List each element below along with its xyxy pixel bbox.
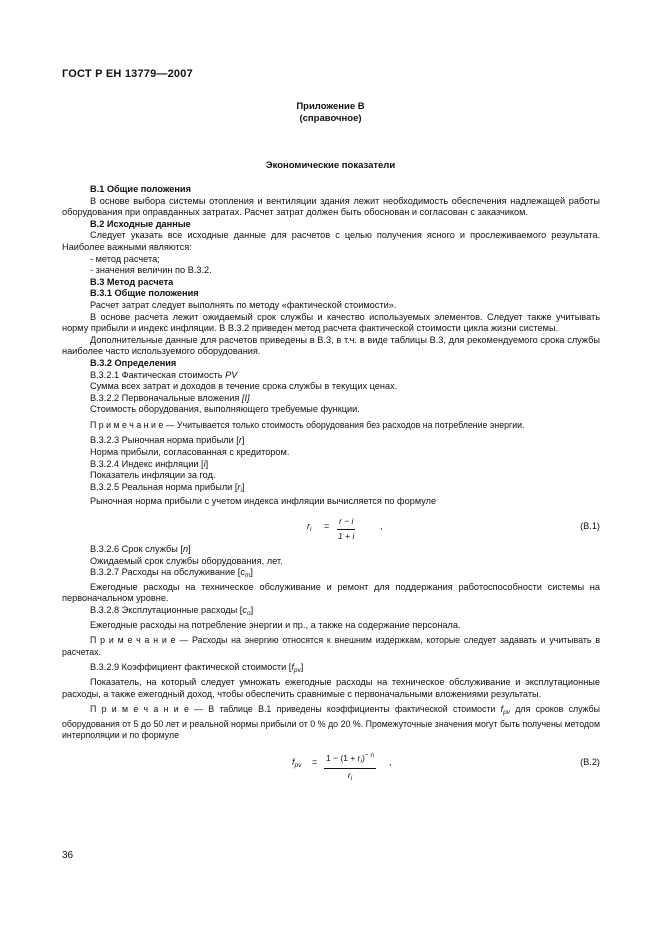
paragraph: Показатель инфляции за год. — [90, 470, 216, 481]
heading-b32: В.3.2 Определения — [90, 357, 177, 368]
definition-label: В.3.2.1 Фактическая стоимость PV — [90, 369, 238, 380]
appendix-title: Приложение В — [296, 101, 365, 112]
list-item: - метод расчета; — [90, 253, 160, 264]
paragraph: Норма прибыли, согласованная с кредитором. — [90, 447, 290, 458]
paragraph: Ежегодные расходы на потребление энергии и пр., а также на содержание персонала. — [90, 619, 461, 630]
formula-b1 — [62, 516, 600, 541]
formula-fraction: $\frac{1 - (1 + r_i)^{- n}}{r_i}$ — [326, 751, 375, 783]
symbol: [I] — [241, 392, 250, 403]
note: П р и м е ч а н и е — Учитывается только стоимость оборудования без расходов на потребление энергии. — [90, 419, 525, 430]
formula-number: (В.2) — [580, 756, 600, 767]
paragraph: Дополнительные данные для расчетов приведены в В.3, в т.ч. в виде таблицы В.3, для рекомендуемого срока службы наиболее часто используемого оборудования. — [62, 334, 600, 357]
formula-tail: , — [380, 521, 383, 532]
paragraph: В основе расчета лежит ожидаемый срок службы и качество используемых элементов. Следует также учитывать норму прибыли и индекс инфляции. В В.3.2 приведен метод расчета фактической стоимости цикла жизни системы. — [62, 311, 600, 334]
formula-b2 — [62, 750, 600, 783]
definition-label: В.3.2.5 Реальная норма прибыли $[r_i]$ — [90, 481, 245, 494]
definition-label: В.3.2.8 Эксплутационные расходы $[c_o]$ — [90, 605, 254, 617]
formula-lhs: $f_{pv}$ — [292, 756, 302, 769]
paragraph: Ежегодные расходы на техническое обслуживание и ремонт для поддержания работоспособности системы на первоначальном уровне. — [62, 581, 600, 604]
paragraph: В основе выбора системы отопления и вентиляции здания лежит необходимость обеспечения надлежащей работы оборудования при оправданных затратах. Расчет затрат должен быть обоснован и согласован с заказчиком. — [62, 195, 600, 218]
paragraph: Следует указать все исходные данные для расчетов с целью получения ясного и прослеживаемого результата. Наиболее важными являются: — [62, 230, 600, 252]
definition-label: В.3.2.3 Рыночная норма прибыли [r] — [90, 435, 245, 446]
standard-header: ГОСТ Р ЕН 13779—2007 — [62, 68, 193, 80]
heading-b2: В.2 Исходные данные — [90, 218, 191, 229]
document-body — [62, 184, 600, 782]
note: П р и м е ч а н и е — В таблице В.1 приведены коэффициенты фактической стоимости $f_{pv}$ для сроков службы оборудования от 5 до 50 лет и реальной нормы прибыли от 0 % до 20 %. Промежуточные значения могут быть получены методом интерполяции и по формуле — [62, 704, 600, 741]
formula-tail: , — [389, 756, 392, 767]
formula-eq: = — [324, 521, 330, 532]
paragraph: Рыночная норма прибыли с учетом индекса инфляции вычисляется по формуле — [90, 496, 437, 507]
symbol: PV — [225, 369, 238, 380]
appendix-subtitle: (справочное) — [299, 113, 362, 124]
definition-label: В.3.2.2 Первоначальные вложения [I] — [90, 392, 250, 403]
page-number: 36 — [62, 850, 74, 861]
formula-eq: = — [312, 756, 318, 767]
list-item: - значения величин по В.3.2. — [90, 265, 212, 276]
section-title: Экономические показатели — [265, 160, 396, 171]
paragraph: Сумма всех затрат и доходов в течение срока службы в текущих ценах. — [90, 381, 398, 392]
heading-b31: В.3.1 Общие положения — [90, 288, 199, 299]
definition-label: В.3.2.4 Индекс инфляции [i] — [90, 458, 209, 469]
definition-label: В.3.2.7 Расходы на обслуживание $[c_m]$ — [90, 567, 253, 580]
paragraph: Ожидаемый срок службы оборудования, лет. — [90, 555, 283, 566]
formula-lhs: $r_i$ — [307, 521, 312, 534]
heading-b3: В.3 Метод расчета — [90, 276, 174, 287]
paragraph: Расчет затрат следует выполнять по методу «фактической стоимости». — [90, 299, 397, 310]
paragraph: Показатель, на который следует умножать ежегодные расходы на техническое обслуживание и эксплутационные расходы, а также ежегодный доход, чтобы обеспечить сравнимые с первоначальными вложениями результаты. — [62, 676, 600, 699]
formula-number: (В.1) — [580, 521, 600, 532]
heading-b1: В.1 Общие положения — [90, 184, 191, 194]
definition-label: В.3.2.6 Срок службы [n] — [90, 544, 191, 555]
paragraph: Стоимость оборудования, выполняющего требуемые функции. — [90, 404, 360, 415]
formula-fraction: $\frac{r - i}{1 + i}$ — [338, 516, 355, 541]
definition-label: В.3.2.9 Коэффициент фактической стоимости $[f_{pv}]$ — [90, 662, 304, 675]
note: П р и м е ч а н и е — Расходы на энергию относятся к внешним издержкам, которые следует задавать и учитывать в расчетах. — [62, 635, 600, 657]
